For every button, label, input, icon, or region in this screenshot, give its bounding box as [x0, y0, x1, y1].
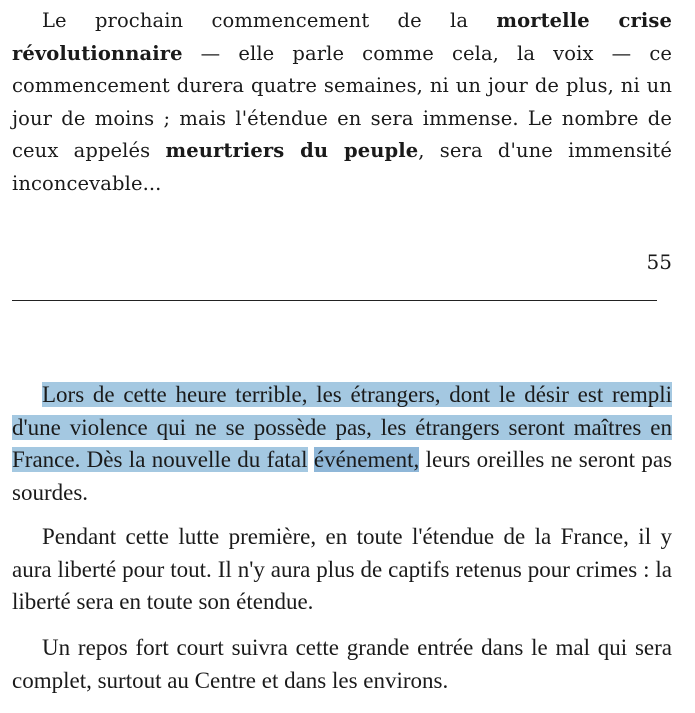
text-selection-highlight-strong[interactable]: événement,: [313, 447, 420, 472]
page-separator-line: [12, 300, 657, 301]
text-segment: Pendant cette lutte première, en toute l'étendue de la France, il y aura liberté pour tout. Il n'y aura plus de captifs retenus pour crimes : la liberté sera en toute son étendue.: [12, 524, 672, 614]
bold-phrase: meurtriers du peuple: [165, 139, 419, 162]
bold-phrase: mortelle crise révolutionnaire: [12, 9, 672, 65]
text-selection-highlight[interactable]: Lors de cette heure terrible, les étrangers, dont le désir est rempli d'une violence qui ne se possède pas, les étrangers seront maîtres en France. Dès la nouvelle du fatal: [12, 382, 672, 472]
paragraph: [12, 521, 672, 619]
text-segment: — elle parle comme cela, la voix — ce commencement durera quatre semaines, ni un jour de plus, ni un jour de moins ; mais l'étendue en sera immense. Le nombre de ceux appelés: [12, 41, 672, 162]
text-segment: , sera d'une immensité inconcevable...: [12, 139, 672, 195]
highlighted-paragraph[interactable]: [12, 379, 672, 509]
text-segment: Le prochain commencement de la: [42, 9, 497, 32]
top-paragraph: [12, 5, 672, 200]
page-number: 55: [646, 250, 672, 274]
text-segment: Un repos fort court suivra cette grande entrée dans le mal qui sera complet, surtout au Centre et dans les environs.: [12, 635, 672, 693]
paragraph: [12, 632, 672, 697]
text-segment: leurs oreilles ne seront pas sourdes.: [12, 447, 673, 505]
